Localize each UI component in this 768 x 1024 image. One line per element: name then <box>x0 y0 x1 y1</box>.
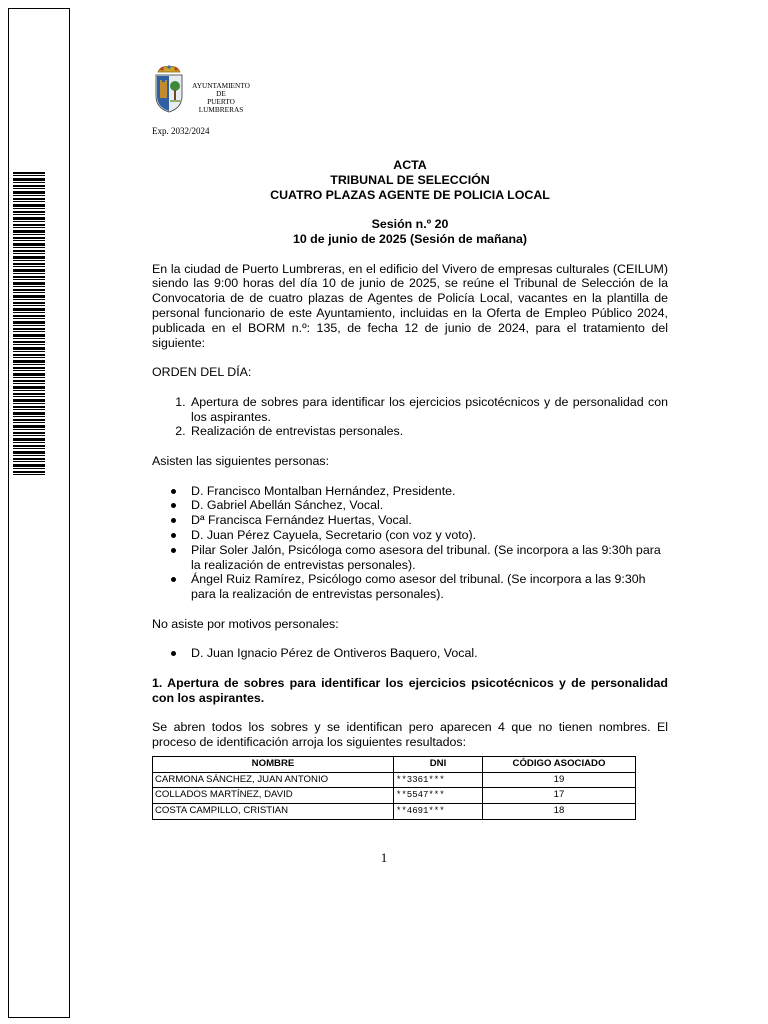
page-number: 1 <box>380 850 388 865</box>
section-heading: 1. Apertura de sobres para identificar los ejercicios psicotécnicos y de personalidad con los aspirantes. <box>152 675 668 705</box>
expedient-number: Exp. 2032/2024 <box>152 126 210 136</box>
attendees-heading: Asisten las siguientes personas: <box>152 453 330 468</box>
absent-item: D. Juan Ignacio Pérez de Ontiveros Baquero, Vocal. <box>189 646 668 661</box>
doc-subtitle-2: CUATRO PLAZAS AGENTE DE POLICIA LOCAL <box>270 187 550 202</box>
session-number: Sesión n.º 20 <box>371 217 449 232</box>
cell-code: 18 <box>483 804 636 820</box>
logo-text <box>188 82 254 114</box>
doc-subtitle: TRIBUNAL DE SELECCIÓN <box>330 172 490 187</box>
attendees-list <box>152 484 668 602</box>
attendee-item: Pilar Soler Jalón, Psicóloga como asesora del tribunal. (Se incorpora a las 9:30h para la realización de entrevistas personales). <box>189 543 668 573</box>
agenda-heading: ORDEN DEL DÍA: <box>152 365 252 380</box>
margin-strip <box>8 8 70 1018</box>
logo-line: DE <box>216 89 226 98</box>
intro-paragraph: En la ciudad de Puerto Lumbreras, en el edificio del Vivero de empresas culturales (CEILUM) siendo las 9:00 horas del día 10 de junio de 2025, se reúne el Tribunal de Selección de la Convocatoria de de cuatro plazas de Agentes de Policía Local, vacantes en la plantilla de personal funcionario de este Ayuntamiento, incluidas en la Oferta de Empleo Público 2024, publicada en el BORM n.º: 135, de fecha 12 de junio de 2024, para el tratamiento del siguiente: <box>152 261 668 350</box>
barcode <box>13 172 45 477</box>
cell-dni: **4691*** <box>394 804 483 820</box>
municipal-logo <box>152 64 262 116</box>
cell-name: COLLADOS MARTÍNEZ, DAVID <box>153 788 394 804</box>
agenda-item: 2. Realización de entrevistas personales. <box>189 424 668 439</box>
cell-name: COSTA CAMPILLO, CRISTIAN <box>153 804 394 820</box>
logo-line: PUERTO <box>207 97 235 106</box>
cell-name: CARMONA SÁNCHEZ, JUAN ANTONIO <box>153 772 394 788</box>
absent-heading: No asiste por motivos personales: <box>152 616 339 631</box>
table-row <box>153 804 636 820</box>
column-header: NOMBRE <box>153 756 394 772</box>
section-paragraph: Se abren todos los sobres y se identifican pero aparecen 4 que no tienen nombres. El proceso de identificación arroja los siguientes resultados: <box>152 720 668 750</box>
logo-line: LUMBRERAS <box>198 105 244 114</box>
cell-dni: **5547*** <box>394 788 483 804</box>
attendee-item: Ángel Ruiz Ramírez, Psicólogo como asesor del tribunal. (Se incorpora a las 9:30h para la realización de entrevistas personales). <box>189 572 668 602</box>
absent-list <box>152 646 668 661</box>
document-body <box>152 158 668 820</box>
doc-title: ACTA <box>393 158 427 172</box>
table-header-row <box>153 756 636 772</box>
coat-of-arms-icon <box>152 64 186 114</box>
attendee-item: Dª Francisca Fernández Huertas, Vocal. <box>189 513 668 528</box>
column-header: CÓDIGO ASOCIADO <box>483 756 636 772</box>
attendee-item: D. Gabriel Abellán Sánchez, Vocal. <box>189 498 668 513</box>
attendee-item: D. Francisco Montalban Hernández, Presidente. <box>189 484 668 499</box>
attendee-item: D. Juan Pérez Cayuela, Secretario (con voz y voto). <box>189 528 668 543</box>
agenda-list <box>152 395 668 439</box>
agenda-item: 1. Apertura de sobres para identificar los ejercicios psicotécnicos y de personalidad con los aspirantes. <box>189 395 668 425</box>
cell-dni: **3361*** <box>394 772 483 788</box>
session-date: 10 de junio de 2025 (Sesión de mañana) <box>292 231 528 246</box>
column-header: DNI <box>394 756 483 772</box>
cell-code: 19 <box>483 772 636 788</box>
table-row <box>153 788 636 804</box>
results-table <box>152 756 636 820</box>
table-row <box>153 772 636 788</box>
logo-line: AYUNTAMIENTO <box>192 81 250 90</box>
cell-code: 17 <box>483 788 636 804</box>
